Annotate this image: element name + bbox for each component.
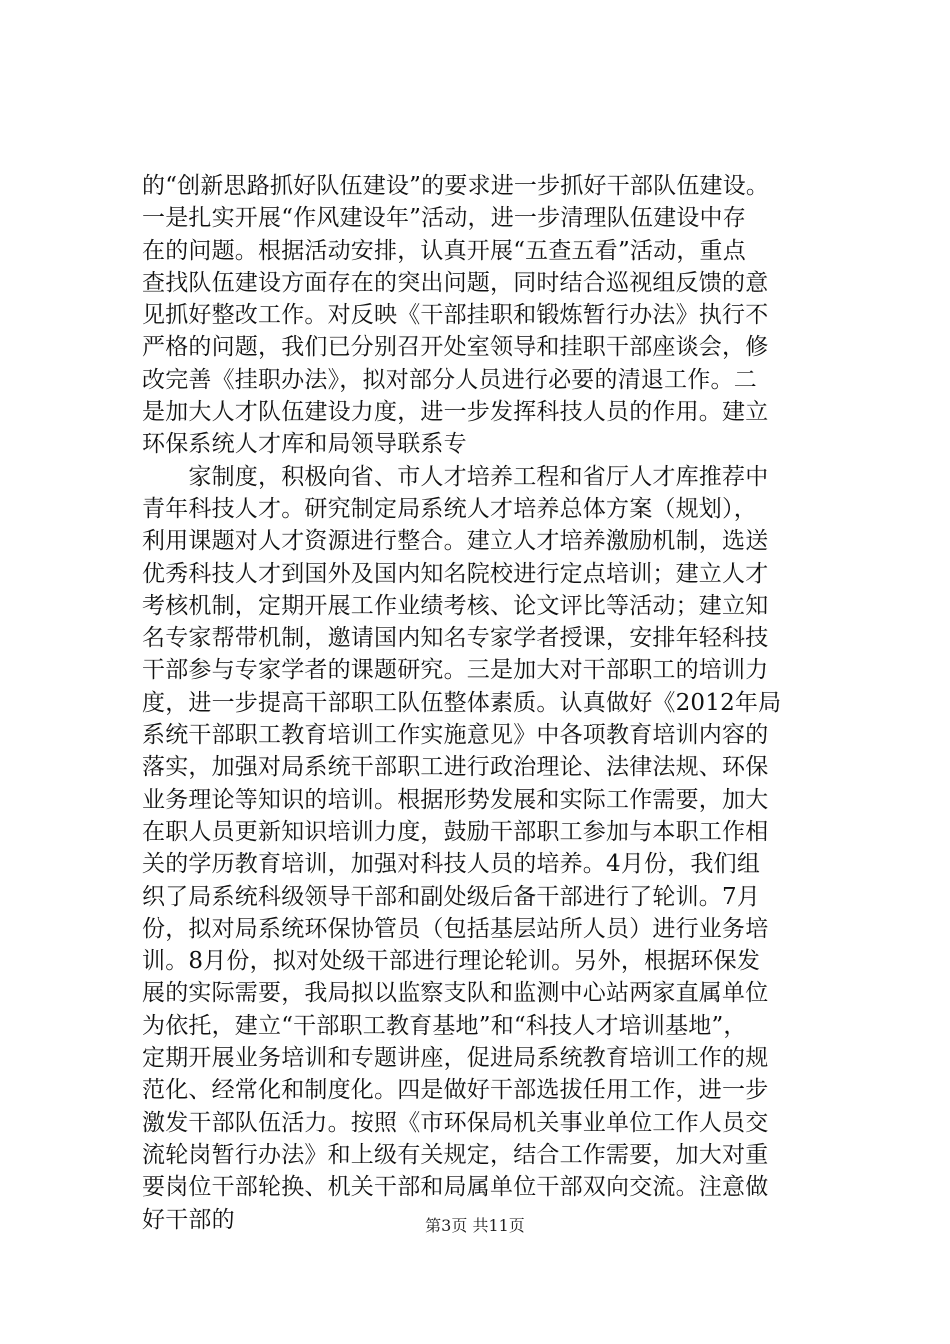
- text-line-9: 环保系统人才库和局领导联系专: [142, 431, 467, 458]
- text-line-2: 一是扎实开展“作风建设年”活动，进一步清理队伍建设中存: [142, 205, 746, 232]
- text-line-24: 份，拟对局系统环保协管员（包括基层站所人员）进行业务培: [142, 915, 769, 942]
- text-line-19: 落实，加强对局系统干部职工进行政治理论、法律法规、环保: [142, 754, 769, 781]
- text-line-29: 范化、经常化和制度化。四是做好干部选拔任用工作，进一步: [142, 1077, 769, 1104]
- text-line-3: 在的问题。根据活动安排，认真开展“五查五看”活动，重点: [142, 237, 746, 264]
- body-text: [142, 170, 842, 1236]
- text-line-23: 织了局系统科级领导干部和副处级后备干部进行了轮训。7月: [142, 883, 761, 910]
- text-line-12: 利用课题对人才资源进行整合。建立人才培养激励机制，选送: [142, 528, 769, 555]
- text-line-26: 展的实际需要，我局拟以监察支队和监测中心站两家直属单位: [142, 980, 769, 1007]
- text-line-1: 的“创新思路抓好队伍建设”的要求进一步抓好干部队伍建设。: [142, 173, 770, 199]
- text-line-32: 要岗位干部轮换、机关干部和局属单位干部双向交流。注意做: [142, 1174, 769, 1201]
- text-line-15: 名专家帮带机制，邀请国内知名专家学者授课，安排年轻科技: [142, 625, 769, 652]
- text-line-18: 系统干部职工教育培训工作实施意见》中各项教育培训内容的: [142, 722, 769, 749]
- text-line-20: 业务理论等知识的培训。根据形势发展和实际工作需要，加大: [142, 786, 769, 813]
- text-line-6: 严格的问题，我们已分别召开处室领导和挂职干部座谈会，修: [142, 334, 769, 361]
- text-line-11: 青年科技人才。研究制定局系统人才培养总体方案（规划），: [142, 495, 757, 522]
- text-line-30: 激发干部队伍活力。按照《市环保局机关事业单位工作人员交: [142, 1109, 769, 1136]
- text-line-33: 好干部的: [142, 1206, 235, 1233]
- text-line-13: 优秀科技人才到国外及国内知名院校进行定点培训；建立人才: [142, 560, 769, 587]
- text-line-22: 关的学历教育培训，加强对科技人员的培养。4月份，我们组: [142, 851, 761, 878]
- text-line-17: 度，进一步提高干部职工队伍整体素质。认真做好《2012年局: [142, 689, 782, 716]
- text-line-14: 考核机制，定期开展工作业绩考核、论文评比等活动；建立知: [142, 592, 769, 619]
- page-number-label: 第3页 共11页: [425, 1216, 525, 1235]
- text-line-16: 干部参与专家学者的课题研究。三是加大对干部职工的培训力: [142, 657, 769, 684]
- text-line-5: 见抓好整改工作。对反映《干部挂职和锻炼暂行办法》执行不: [142, 302, 769, 329]
- text-line-21: 在职人员更新知识培训力度，鼓励干部职工参加与本职工作相: [142, 818, 769, 845]
- text-line-7: 改完善《挂职办法》，拟对部分人员进行必要的清退工作。二: [142, 366, 757, 393]
- text-line-27: 为依托，建立“干部职工教育基地”和“科技人才培训基地”，: [142, 1012, 747, 1039]
- text-line-10: 家制度，积极向省、市人才培养工程和省厅人才库推荐中: [142, 463, 769, 490]
- text-line-28: 定期开展业务培训和专题讲座，促进局系统教育培训工作的规: [142, 1045, 769, 1072]
- text-line-4: 查找队伍建设方面存在的突出问题，同时结合巡视组反馈的意: [142, 269, 769, 296]
- text-line-8: 是加大人才队伍建设力度，进一步发挥科技人员的作用。建立: [142, 399, 769, 426]
- text-line-25: 训。8月份，拟对处级干部进行理论轮训。另外，根据环保发: [142, 948, 761, 975]
- page-footer: [0, 1216, 950, 1236]
- text-line-31: 流轮岗暂行办法》和上级有关规定，结合工作需要，加大对重: [142, 1141, 769, 1168]
